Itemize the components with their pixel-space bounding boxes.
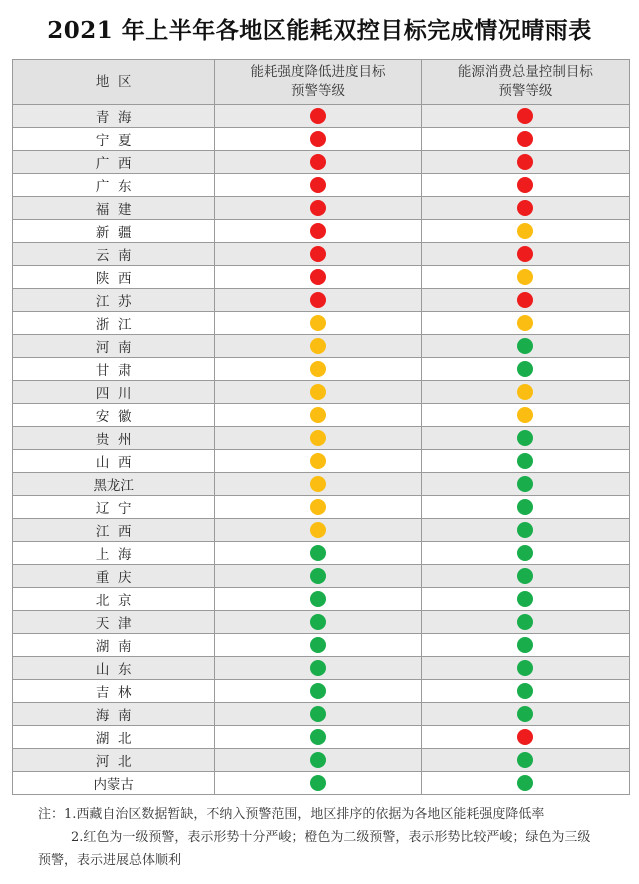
total-warning-dot-red	[517, 729, 533, 745]
intensity-warning-dot-green	[310, 660, 326, 676]
intensity-warning-cell	[215, 404, 421, 427]
region-name: 青 海	[95, 110, 132, 126]
region-name: 甘 肃	[95, 363, 132, 379]
region-cell	[13, 289, 215, 312]
region-name: 宁 夏	[95, 133, 132, 149]
region-cell	[13, 151, 215, 174]
region-name: 河 北	[95, 754, 132, 770]
intensity-warning-cell	[215, 496, 421, 519]
region-name: 江 西	[95, 524, 132, 540]
total-warning-dot-green	[517, 637, 533, 653]
table-row	[13, 312, 630, 335]
intensity-warning-cell	[215, 726, 421, 749]
table-row	[13, 105, 630, 128]
intensity-warning-dot-orange	[310, 315, 326, 331]
intensity-warning-dot-green	[310, 729, 326, 745]
region-cell	[13, 128, 215, 151]
total-warning-cell	[421, 542, 629, 565]
region-cell	[13, 312, 215, 335]
intensity-warning-cell	[215, 703, 421, 726]
header-intensity	[215, 60, 421, 105]
total-warning-dot-green	[517, 430, 533, 446]
intensity-warning-cell	[215, 243, 421, 266]
region-name: 河 南	[95, 340, 132, 356]
total-warning-cell	[421, 496, 629, 519]
total-warning-cell	[421, 312, 629, 335]
footnote-line-2: 2.红色为一级预警，表示形势十分严峻；橙色为二级预警，表示形势比较严峻；绿色为三级	[71, 830, 591, 845]
region-name: 重 庆	[95, 570, 132, 586]
table-row	[13, 450, 630, 473]
region-name: 内蒙古	[93, 777, 134, 793]
total-warning-dot-green	[517, 476, 533, 492]
region-name: 吉 林	[95, 685, 132, 701]
region-cell	[13, 542, 215, 565]
header-total-line1: 能源消费总量控制目标	[457, 64, 593, 80]
intensity-warning-cell	[215, 335, 421, 358]
total-warning-cell	[421, 427, 629, 450]
header-total-line2: 预警等级	[498, 83, 553, 99]
total-warning-cell	[421, 450, 629, 473]
intensity-warning-dot-orange	[310, 499, 326, 515]
table-row	[13, 243, 630, 266]
region-name: 广 东	[95, 179, 132, 195]
table-row	[13, 404, 630, 427]
intensity-warning-dot-green	[310, 752, 326, 768]
table-row	[13, 565, 630, 588]
total-warning-cell	[421, 634, 629, 657]
table-row	[13, 174, 630, 197]
total-warning-dot-green	[517, 453, 533, 469]
header-intensity-line2: 预警等级	[291, 83, 346, 99]
intensity-warning-cell	[215, 749, 421, 772]
region-cell	[13, 197, 215, 220]
intensity-warning-cell	[215, 427, 421, 450]
region-name: 山 西	[95, 455, 132, 471]
table-row	[13, 611, 630, 634]
intensity-warning-cell	[215, 519, 421, 542]
total-warning-dot-orange	[517, 269, 533, 285]
intensity-warning-cell	[215, 105, 421, 128]
footnote-line-1: 注：1.西藏自治区数据暂缺，不纳入预警范围，地区排序的依据为各地区能耗强度降低率	[38, 807, 545, 822]
region-cell	[13, 266, 215, 289]
region-cell	[13, 772, 215, 795]
region-cell	[13, 634, 215, 657]
region-cell	[13, 565, 215, 588]
region-name: 陕 西	[95, 271, 132, 287]
total-warning-cell	[421, 128, 629, 151]
region-name: 四 川	[95, 386, 132, 402]
table-row	[13, 657, 630, 680]
intensity-warning-dot-red	[310, 108, 326, 124]
intensity-warning-dot-orange	[310, 430, 326, 446]
total-warning-dot-orange	[517, 315, 533, 331]
region-name: 上 海	[95, 547, 132, 563]
total-warning-cell	[421, 220, 629, 243]
region-cell	[13, 680, 215, 703]
total-warning-dot-red	[517, 177, 533, 193]
total-warning-cell	[421, 565, 629, 588]
total-warning-cell	[421, 381, 629, 404]
intensity-warning-dot-green	[310, 706, 326, 722]
intensity-warning-dot-green	[310, 683, 326, 699]
region-cell	[13, 611, 215, 634]
intensity-warning-dot-green	[310, 568, 326, 584]
region-cell	[13, 220, 215, 243]
region-cell	[13, 427, 215, 450]
total-warning-dot-green	[517, 499, 533, 515]
total-warning-cell	[421, 404, 629, 427]
total-warning-cell	[421, 243, 629, 266]
total-warning-cell	[421, 749, 629, 772]
intensity-warning-cell	[215, 266, 421, 289]
table-row	[13, 680, 630, 703]
table-row	[13, 588, 630, 611]
total-warning-dot-green	[517, 706, 533, 722]
intensity-warning-cell	[215, 312, 421, 335]
region-name: 北 京	[95, 593, 132, 609]
intensity-warning-dot-orange	[310, 476, 326, 492]
intensity-warning-cell	[215, 381, 421, 404]
intensity-warning-dot-orange	[310, 338, 326, 354]
total-warning-cell	[421, 657, 629, 680]
region-cell	[13, 703, 215, 726]
region-cell	[13, 335, 215, 358]
table-row	[13, 289, 630, 312]
total-warning-dot-green	[517, 683, 533, 699]
region-name: 贵 州	[95, 432, 132, 448]
total-warning-dot-green	[517, 522, 533, 538]
total-warning-cell	[421, 772, 629, 795]
table-row	[13, 749, 630, 772]
intensity-warning-dot-orange	[310, 522, 326, 538]
region-name: 黑龙江	[93, 478, 134, 494]
table-row	[13, 542, 630, 565]
region-name: 江 苏	[95, 294, 132, 310]
table-row	[13, 772, 630, 795]
intensity-warning-dot-red	[310, 269, 326, 285]
intensity-warning-dot-red	[310, 292, 326, 308]
total-warning-cell	[421, 703, 629, 726]
intensity-warning-cell	[215, 289, 421, 312]
total-warning-cell	[421, 611, 629, 634]
total-warning-cell	[421, 174, 629, 197]
region-cell	[13, 749, 215, 772]
total-warning-dot-green	[517, 591, 533, 607]
table-row	[13, 634, 630, 657]
intensity-warning-dot-green	[310, 637, 326, 653]
intensity-warning-dot-orange	[310, 384, 326, 400]
header-region: 地 区	[13, 60, 215, 105]
intensity-warning-dot-red	[310, 154, 326, 170]
footnote-line-3: 预警，表示进展总体顺利	[38, 853, 182, 868]
intensity-warning-cell	[215, 358, 421, 381]
region-name: 山 东	[95, 662, 132, 678]
region-cell	[13, 588, 215, 611]
total-warning-dot-green	[517, 660, 533, 676]
table-row	[13, 519, 630, 542]
table-row	[13, 197, 630, 220]
total-warning-cell	[421, 519, 629, 542]
intensity-warning-cell	[215, 128, 421, 151]
total-warning-dot-green	[517, 614, 533, 630]
region-cell	[13, 450, 215, 473]
total-warning-dot-green	[517, 752, 533, 768]
total-warning-dot-red	[517, 108, 533, 124]
region-cell	[13, 174, 215, 197]
intensity-warning-cell	[215, 197, 421, 220]
total-warning-dot-red	[517, 292, 533, 308]
table-row	[13, 381, 630, 404]
table-row	[13, 128, 630, 151]
intensity-warning-cell	[215, 174, 421, 197]
table-row	[13, 266, 630, 289]
total-warning-cell	[421, 726, 629, 749]
total-warning-dot-green	[517, 338, 533, 354]
intensity-warning-dot-orange	[310, 453, 326, 469]
total-warning-dot-orange	[517, 223, 533, 239]
total-warning-cell	[421, 197, 629, 220]
region-name: 云 南	[95, 248, 132, 264]
region-cell	[13, 381, 215, 404]
table-row	[13, 335, 630, 358]
region-name: 天 津	[95, 616, 132, 632]
total-warning-dot-orange	[517, 384, 533, 400]
region-name: 辽 宁	[95, 501, 132, 517]
total-warning-cell	[421, 266, 629, 289]
total-warning-cell	[421, 335, 629, 358]
total-warning-cell	[421, 358, 629, 381]
intensity-warning-cell	[215, 634, 421, 657]
intensity-warning-dot-orange	[310, 407, 326, 423]
intensity-warning-dot-red	[310, 131, 326, 147]
intensity-warning-dot-green	[310, 614, 326, 630]
total-warning-dot-orange	[517, 407, 533, 423]
region-name: 福 建	[95, 202, 132, 218]
intensity-warning-cell	[215, 680, 421, 703]
total-warning-cell	[421, 588, 629, 611]
intensity-warning-dot-green	[310, 591, 326, 607]
region-cell	[13, 473, 215, 496]
intensity-warning-cell	[215, 450, 421, 473]
total-warning-dot-green	[517, 775, 533, 791]
total-warning-dot-green	[517, 568, 533, 584]
table-row	[13, 703, 630, 726]
table-row	[13, 358, 630, 381]
total-warning-dot-red	[517, 200, 533, 216]
table-row	[13, 220, 630, 243]
total-warning-dot-green	[517, 545, 533, 561]
intensity-warning-dot-red	[310, 223, 326, 239]
intensity-warning-cell	[215, 151, 421, 174]
intensity-warning-dot-orange	[310, 361, 326, 377]
intensity-warning-cell	[215, 220, 421, 243]
total-warning-dot-red	[517, 154, 533, 170]
total-warning-cell	[421, 289, 629, 312]
intensity-warning-cell	[215, 542, 421, 565]
table-row	[13, 427, 630, 450]
table-row	[13, 726, 630, 749]
intensity-warning-cell	[215, 657, 421, 680]
region-name: 安 徽	[95, 409, 132, 425]
total-warning-dot-red	[517, 246, 533, 262]
table-body	[13, 105, 630, 795]
table-header-row	[13, 60, 630, 105]
total-warning-cell	[421, 105, 629, 128]
region-cell	[13, 404, 215, 427]
region-cell	[13, 519, 215, 542]
region-name: 海 南	[95, 708, 132, 724]
table-row	[13, 473, 630, 496]
header-total	[421, 60, 629, 105]
total-warning-cell	[421, 473, 629, 496]
region-cell	[13, 657, 215, 680]
table-row	[13, 496, 630, 519]
total-warning-dot-green	[517, 361, 533, 377]
region-name: 新 疆	[95, 225, 132, 241]
region-cell	[13, 243, 215, 266]
table-row	[13, 151, 630, 174]
region-name: 广 西	[95, 156, 132, 172]
footnotes	[38, 803, 633, 872]
total-warning-cell	[421, 151, 629, 174]
total-warning-cell	[421, 680, 629, 703]
intensity-warning-dot-red	[310, 177, 326, 193]
region-cell	[13, 105, 215, 128]
intensity-warning-dot-red	[310, 246, 326, 262]
region-cell	[13, 496, 215, 519]
intensity-warning-dot-green	[310, 775, 326, 791]
header-intensity-line1: 能耗强度降低进度目标	[250, 64, 386, 80]
total-warning-dot-red	[517, 131, 533, 147]
region-cell	[13, 726, 215, 749]
intensity-warning-dot-red	[310, 200, 326, 216]
warning-table	[12, 59, 630, 795]
intensity-warning-cell	[215, 772, 421, 795]
intensity-warning-cell	[215, 565, 421, 588]
region-name: 浙 江	[95, 317, 132, 333]
intensity-warning-cell	[215, 611, 421, 634]
region-cell	[13, 358, 215, 381]
intensity-warning-dot-green	[310, 545, 326, 561]
region-name: 湖 南	[95, 639, 132, 655]
page-title: 2021 年上半年各地区能耗双控目标完成情况晴雨表	[47, 17, 592, 44]
intensity-warning-cell	[215, 588, 421, 611]
region-name: 湖 北	[95, 731, 132, 747]
intensity-warning-cell	[215, 473, 421, 496]
